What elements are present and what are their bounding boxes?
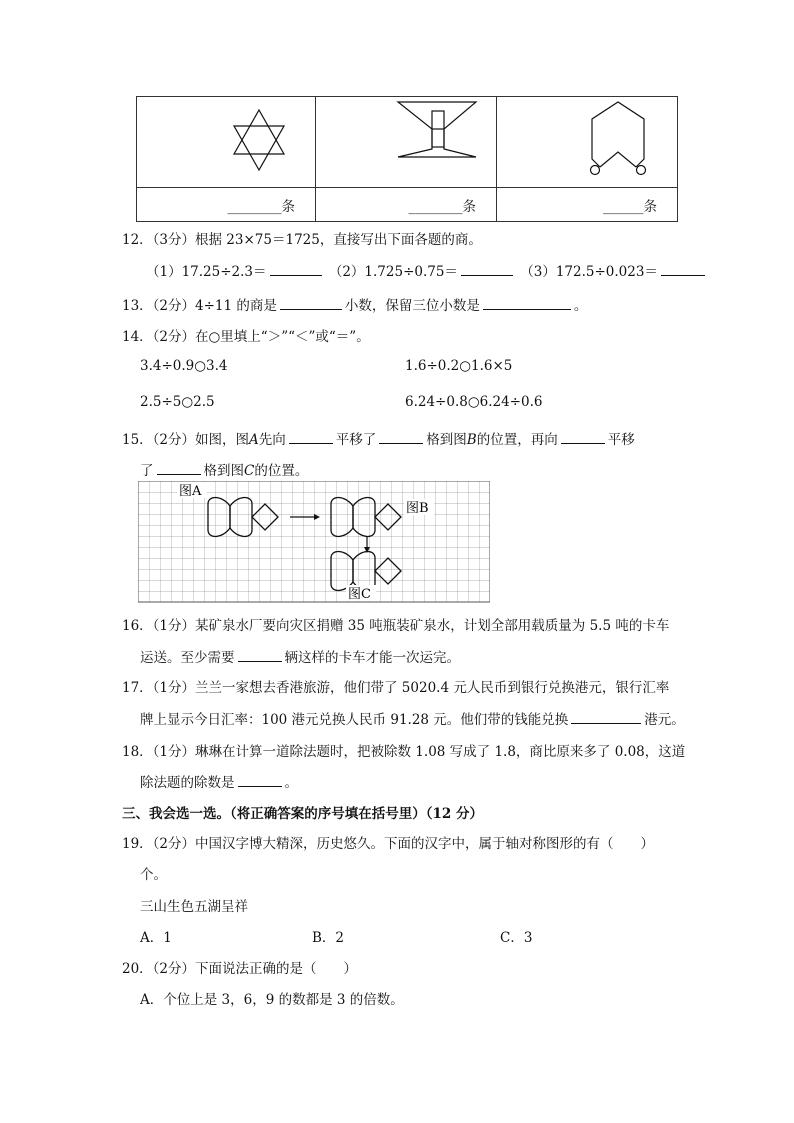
q19-option-b[interactable]: B．2 bbox=[312, 930, 345, 946]
q12-stem: 12．（3分）根据 23×75＝1725，直接写出下面各题的商。 bbox=[122, 232, 482, 248]
q12-blank-3[interactable] bbox=[661, 261, 705, 276]
q17-line2 bbox=[140, 708, 685, 728]
q19-option-c[interactable]: C．3 bbox=[500, 930, 533, 946]
q15-line2 bbox=[140, 459, 308, 479]
unit-label: 条 bbox=[281, 198, 295, 215]
answer-blank-1[interactable]: ________ bbox=[227, 198, 282, 215]
figure-table bbox=[136, 96, 678, 222]
q15-blank-3[interactable] bbox=[561, 429, 605, 444]
q15-text: 先向 bbox=[258, 432, 286, 448]
q18-text: 。 bbox=[284, 775, 298, 791]
q15-blank-4[interactable] bbox=[157, 460, 201, 475]
q16-text: 运送。至少需要 bbox=[140, 650, 235, 666]
answer-blank-2[interactable]: ________ bbox=[408, 198, 463, 215]
q17-line1: 17．（1分）兰兰一家想去香港旅游，他们带了 5020.4 元人民币到银行兑换港元，银行汇率 bbox=[122, 680, 670, 696]
grid-label-c: 图C bbox=[348, 587, 371, 602]
q15-text: 格到图 bbox=[426, 432, 467, 448]
q18-text: 除法题的除数是 bbox=[140, 775, 235, 791]
hourglass-figure bbox=[316, 97, 496, 183]
answer-cell-3 bbox=[497, 188, 678, 222]
hourglass-cell bbox=[316, 97, 497, 188]
q15-blank-2[interactable] bbox=[379, 429, 423, 444]
q17-blank[interactable] bbox=[571, 709, 641, 724]
q19-option-a[interactable]: A．1 bbox=[140, 930, 172, 946]
q15-line1 bbox=[122, 428, 635, 448]
q12-blank-2[interactable] bbox=[461, 261, 513, 276]
fig-c-ref: C bbox=[244, 463, 255, 479]
q15-text: 15．（2分）如图，图 bbox=[122, 432, 250, 448]
q12-part-2: （2）1.725÷0.75＝ bbox=[328, 264, 458, 280]
section-3-heading: 三、我会选一选。（将正确答案的序号填在括号里）（12 分） bbox=[122, 806, 483, 822]
q17-text: 牌上显示今日汇率：100 港元兑换人民币 91.28 元。他们带的钱能兑换 bbox=[140, 712, 569, 728]
q15-text: 了 bbox=[140, 463, 154, 479]
q20-option-a[interactable]: A．个位上是 3，6，9 的数都是 3 的倍数。 bbox=[140, 992, 404, 1008]
q13-blank-1[interactable] bbox=[280, 295, 342, 310]
unit-label: 条 bbox=[462, 198, 476, 215]
q13-text-c: 。 bbox=[573, 298, 588, 314]
house-shape-cell bbox=[497, 97, 678, 188]
q15-blank-1[interactable] bbox=[289, 429, 333, 444]
fig-b-ref: B bbox=[466, 432, 477, 448]
translation-grid-figure bbox=[138, 481, 490, 603]
q12-part-1: （1）17.25÷2.3＝ bbox=[146, 264, 267, 280]
q20-stem: 20．（2分）下面说法正确的是（ ） bbox=[122, 961, 358, 977]
q15-text: 平移了 bbox=[335, 432, 377, 448]
q14-item-2[interactable]: 1.6÷0.2○1.6×5 bbox=[405, 358, 513, 374]
q15-text: 的位置，再向 bbox=[476, 432, 558, 448]
star-of-david-cell bbox=[137, 97, 316, 188]
star-of-david-figure bbox=[137, 97, 315, 183]
q13-text-a: 13．（2分）4÷11 的商是 bbox=[122, 298, 277, 314]
answer-cell-2 bbox=[316, 188, 497, 222]
grid-label-b: 图B bbox=[406, 501, 429, 516]
q14-stem: 14．（2分）在○里填上“＞”“＜”或“＝”。 bbox=[122, 329, 370, 345]
q16-line2 bbox=[140, 646, 460, 666]
q18-blank[interactable] bbox=[238, 772, 282, 787]
q13-text-b: 小数，保留三位小数是 bbox=[344, 298, 480, 314]
grid-label-a: 图A bbox=[179, 484, 202, 499]
q12-parts bbox=[146, 260, 708, 280]
q17-text: 港元。 bbox=[644, 712, 685, 728]
q16-line1: 16．（1分）某矿泉水厂要向灾区捐赠 35 吨瓶装矿泉水，计划全部用载质量为 5.5 吨的卡车 bbox=[122, 618, 670, 634]
q14-item-1[interactable]: 3.4÷0.9○3.4 bbox=[140, 358, 228, 374]
unit-label: 条 bbox=[643, 198, 657, 215]
q14-item-3[interactable]: 2.5÷5○2.5 bbox=[140, 394, 215, 410]
q16-blank[interactable] bbox=[238, 647, 282, 662]
house-shape-figure bbox=[497, 97, 677, 183]
q15-text: 格到图 bbox=[203, 463, 244, 479]
answer-cell-1 bbox=[137, 188, 316, 222]
q19-line1: 19．（2分）中国汉字博大精深，历史悠久。下面的汉字中，属于轴对称图形的有（ ） bbox=[122, 836, 655, 852]
fig-a-ref: A bbox=[249, 432, 259, 448]
q18-line2 bbox=[140, 771, 298, 791]
q19-chars: 三山生色五湖呈祥 bbox=[140, 899, 248, 915]
q14-item-4[interactable]: 6.24÷0.8○6.24÷0.6 bbox=[405, 394, 543, 410]
q15-text: 的位置。 bbox=[254, 463, 309, 479]
answer-blank-3[interactable]: ______ bbox=[603, 198, 644, 215]
q18-line1: 18．（1分）琳琳在计算一道除法题时，把被除数 1.08 写成了 1.8，商比原来多了 0.08，这道 bbox=[122, 744, 686, 760]
q12-blank-1[interactable] bbox=[270, 261, 322, 276]
q12-part-3: （3）172.5÷0.023＝ bbox=[520, 264, 658, 280]
q13 bbox=[122, 294, 587, 314]
q13-blank-2[interactable] bbox=[483, 295, 571, 310]
q19-line2: 个。 bbox=[140, 867, 167, 883]
q15-text: 平移 bbox=[607, 432, 635, 448]
q16-text: 辆这样的卡车才能一次运完。 bbox=[284, 650, 460, 666]
